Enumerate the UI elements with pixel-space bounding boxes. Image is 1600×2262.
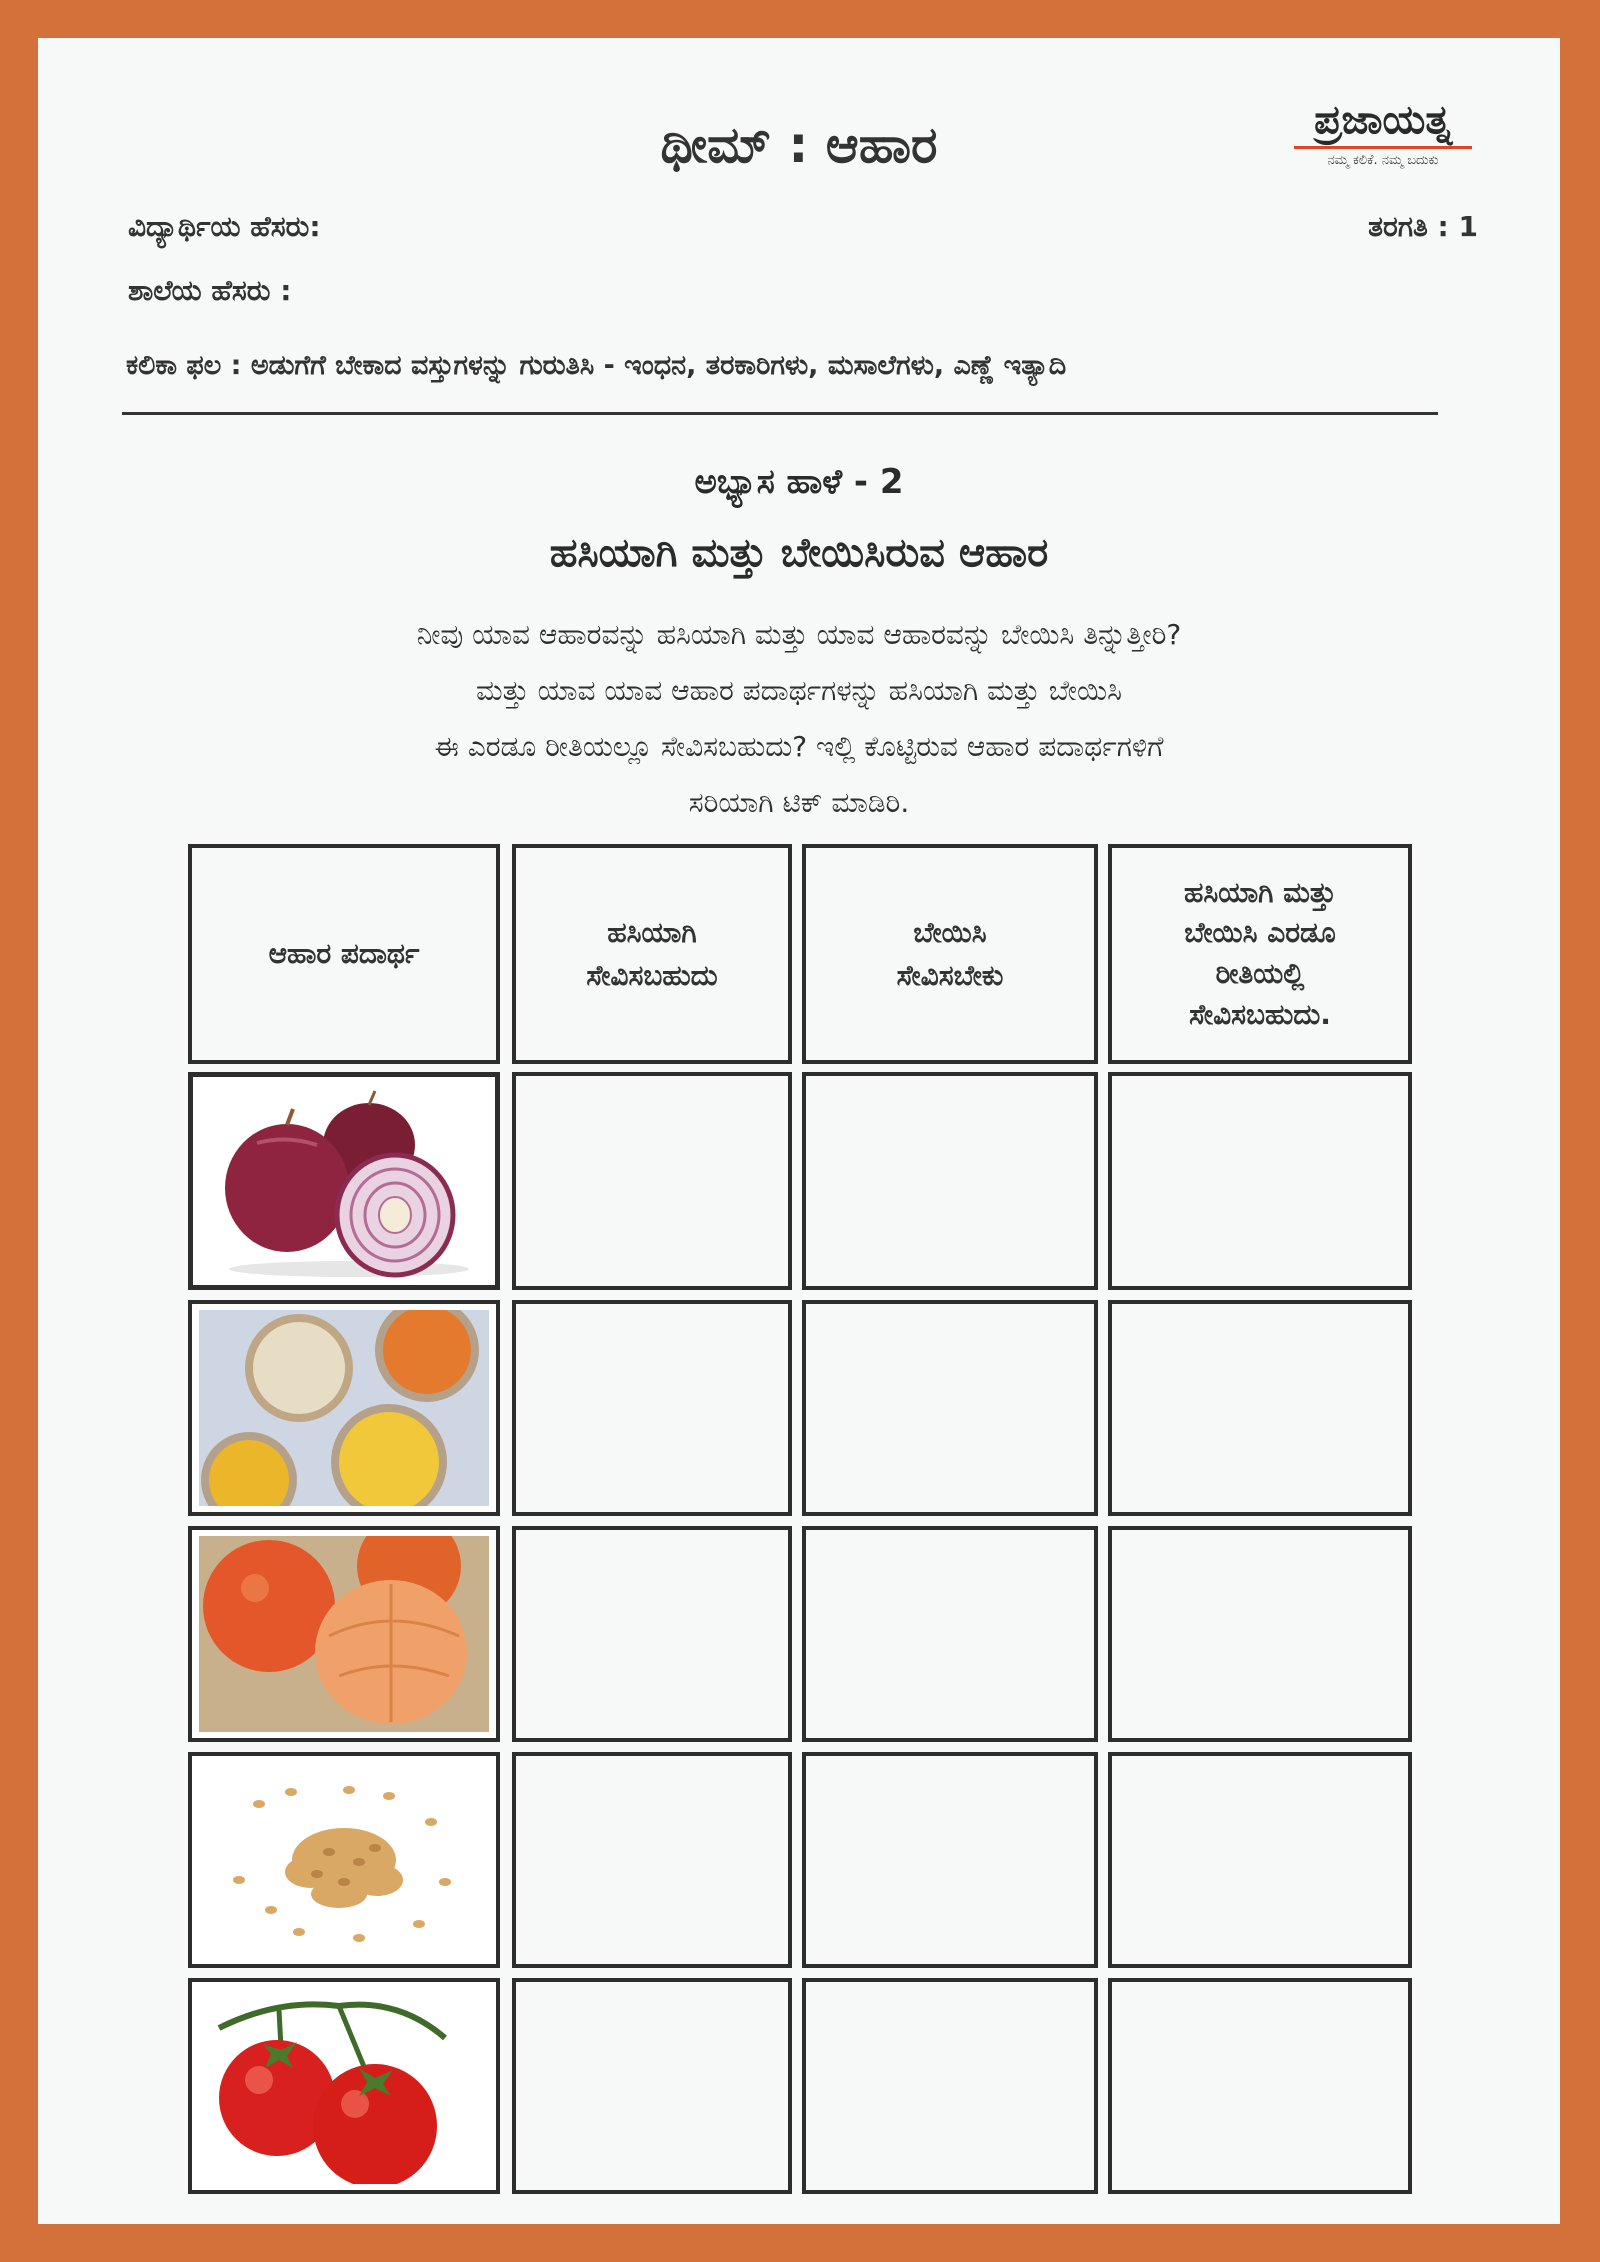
tick-box-both[interactable]	[1108, 1752, 1412, 1968]
tick-box-both[interactable]	[1108, 1072, 1412, 1290]
instruction-line: ನೀವು ಯಾವ ಆಹಾರವನ್ನು ಹಸಿಯಾಗಿ ಮತ್ತು ಯಾವ ಆಹಾರವನ್ನು ಬೇಯಿಸಿ ತಿನ್ನುತ್ತೀರಿ?	[416, 618, 1182, 651]
instruction-line: ಮತ್ತು ಯಾವ ಯಾವ ಆಹಾರ ಪದಾರ್ಥಗಳನ್ನು ಹಸಿಯಾಗಿ ಮತ್ತು ಬೇಯಿಸಿ	[476, 674, 1122, 707]
table-row-food-cell	[188, 1300, 500, 1516]
header-line: ಸೇವಿಸಬೇಕು	[896, 959, 1004, 992]
column-header-eat-both	[1108, 844, 1412, 1064]
header-line: ರೀತಿಯಲ್ಲಿ	[1215, 957, 1305, 990]
tick-box-cooked[interactable]	[802, 1978, 1098, 2194]
grains-and-lentils-icon	[199, 1310, 489, 1506]
grade-label: ತರಗತಿ : 1	[1368, 210, 1478, 243]
tick-box-cooked[interactable]	[802, 1752, 1098, 1968]
onion-icon	[199, 1083, 489, 1279]
table-row-food-cell	[188, 1978, 500, 2194]
header-line: ಹಸಿಯಾಗಿ	[607, 915, 697, 949]
theme-title: ಥೀಮ್ : ಆಹಾರ	[660, 116, 938, 174]
tomatoes-icon	[199, 1988, 489, 2184]
column-header-eat-cooked	[802, 844, 1098, 1064]
learning-outcome: ಕಲಿಕಾ ಫಲ : ಅಡುಗೆಗೆ ಬೇಕಾದ ವಸ್ತುಗಳನ್ನು ಗುರುತಿಸಿ - ಇಂಧನ, ತರಕಾರಿಗಳು, ಮಸಾಲೆಗಳು, ಎಣ್ಣೆ ಇತ್ಯಾದಿ	[126, 350, 1067, 381]
worksheet-number: ಅಭ್ಯಾಸ ಹಾಳೆ - 2	[694, 462, 904, 502]
tick-box-raw[interactable]	[512, 1072, 792, 1290]
student-name-field[interactable]: ವಿದ್ಯಾರ್ಥಿಯ ಹೆಸರು:	[128, 210, 321, 243]
worksheet-title: ಹಸಿಯಾಗಿ ಮತ್ತು ಬೇಯಿಸಿರುವ ಆಹಾರ	[549, 530, 1049, 576]
table-row-food-cell	[188, 1072, 500, 1290]
tick-box-raw[interactable]	[512, 1526, 792, 1742]
header-line: ಸೇವಿಸಬಹುದು	[586, 959, 718, 992]
instruction-line: ಈ ಎರಡೂ ರೀತಿಯಲ್ಲೂ ಸೇವಿಸಬಹುದು? ಇಲ್ಲಿ ಕೊಟ್ಟಿರುವ ಆಹಾರ ಪದಾರ್ಥಗಳಿಗೆ	[434, 730, 1164, 763]
tick-box-raw[interactable]	[512, 1978, 792, 2194]
instruction-line: ಸರಿಯಾಗಿ ಟಿಕ್ ಮಾಡಿರಿ.	[688, 786, 910, 819]
tick-box-cooked[interactable]	[802, 1072, 1098, 1290]
header-line: ಸೇವಿಸಬಹುದು.	[1189, 997, 1331, 1031]
tick-box-raw[interactable]	[512, 1752, 792, 1968]
logo-underline	[1294, 146, 1472, 149]
prajayatna-logo	[1288, 96, 1478, 168]
column-header-eat-raw	[512, 844, 792, 1064]
tick-box-both[interactable]	[1108, 1526, 1412, 1742]
header-line: ಹಸಿಯಾಗಿ ಮತ್ತು	[1184, 875, 1336, 909]
tick-box-cooked[interactable]	[802, 1300, 1098, 1516]
worksheet-page	[38, 38, 1560, 2224]
tick-box-both[interactable]	[1108, 1300, 1412, 1516]
table-row-food-cell	[188, 1526, 500, 1742]
oranges-icon	[199, 1536, 489, 1732]
header-line: ಆಹಾರ ಪದಾರ್ಥ	[268, 937, 420, 971]
tick-box-raw[interactable]	[512, 1300, 792, 1516]
header-divider	[122, 412, 1438, 415]
table-row-food-cell	[188, 1752, 500, 1968]
wheat-grains-icon	[199, 1762, 489, 1958]
header-line: ಬೇಯಿಸಿ ಎರಡೂ	[1184, 916, 1336, 950]
column-header-food-item	[188, 844, 500, 1064]
header-line: ಬೇಯಿಸಿ	[913, 915, 987, 949]
school-name-field[interactable]: ಶಾಲೆಯ ಹೆಸರು :	[128, 274, 292, 307]
tick-box-cooked[interactable]	[802, 1526, 1098, 1742]
logo-tagline: ನಮ್ಮ ಕಲಿಕೆ. ನಮ್ಮ ಬದುಕು	[1327, 153, 1439, 168]
logo-name: ಪ್ರಜಾಯತ್ನ	[1314, 97, 1452, 143]
tick-box-both[interactable]	[1108, 1978, 1412, 2194]
